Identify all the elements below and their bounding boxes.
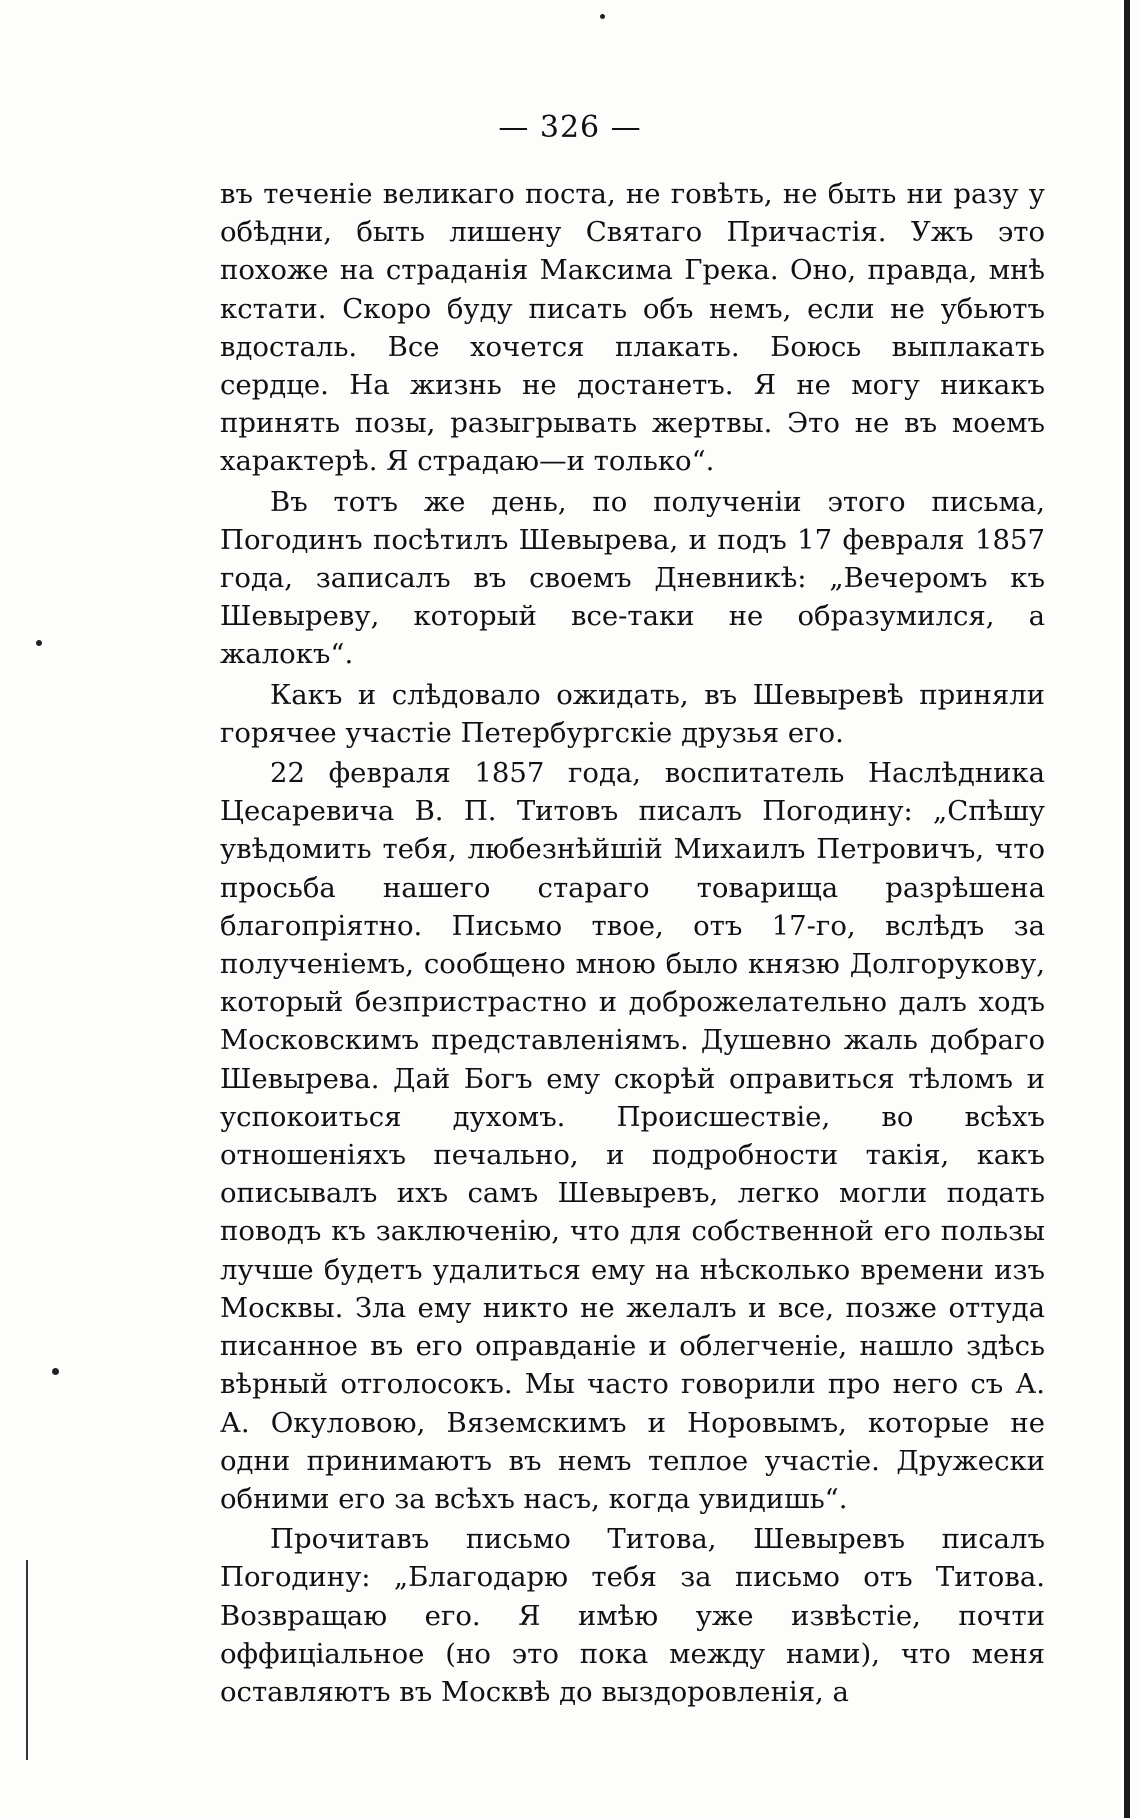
paragraph: Какъ и слѣдовало ожидать, въ Шевыревѣ приняли горячее участіе Петербургскіе друзья его. bbox=[220, 678, 1045, 749]
paragraph: Прочитавъ письмо Титова, Шевыревъ писалъ Погодину: „Благодарю тебя за письмо отъ Титова. Возвращаю его. Я имѣю уже извѣстіе, почти оффиціальное (но это пока между нами), что меня оставляютъ въ Москвѣ до выздоровленія, а bbox=[220, 1523, 1045, 1708]
paragraph: Въ тотъ же день, по полученіи этого письма, Погодинъ посѣтилъ Шевырева, и подъ 17 февраля 1857 года, записалъ въ своемъ Дневникѣ: „Вечеромъ къ Шевыреву, который все-таки не образумился, а жалокъ“. bbox=[220, 485, 1045, 671]
scan-speck bbox=[600, 14, 605, 19]
page-number: — 326 — bbox=[498, 110, 642, 145]
paragraph: въ теченіе великаго поста, не говѣть, не быть ни разу у обѣдни, быть лишену Святаго Причастія. Ужъ это похоже на страданія Максима Грека. Оно, правда, мнѣ кстати. Скоро буду писать объ немъ, если не убьютъ вдосталь. Все хочется плакать. Боюсь выплакать сердце. На жизнь не достанетъ. Я не могу никакъ принять позы, разыгрывать жертвы. Это не въ моемъ характерѣ. Я страдаю—и только“. bbox=[220, 178, 1045, 478]
scan-edge-left bbox=[26, 1560, 28, 1760]
body-text bbox=[220, 175, 1045, 1713]
paragraph: 22 февраля 1857 года, воспитатель Наслѣдника Цесаревича В. П. Титовъ писалъ Погодину: „Спѣшу увѣдомить тебя, любезнѣйшій Михаилъ Петровичъ, что просьба нашего стараго товарища разрѣшена благопріятно. Письмо твое, отъ 17-го, вслѣдъ за полученіемъ, сообщено мною было князю Долгорукову, который безпристрастно и доброжелательно далъ ходъ Московскимъ представленіямъ. Душевно жаль добраго Шевырева. Дай Богъ ему скорѣй оправиться тѣломъ и успокоиться духомъ. Происшествіе, во всѣхъ отношеніяхъ печально, и подробности такія, какъ описывалъ ихъ самъ Шевыревъ, легко могли подать поводъ къ заключенію, что для собственной его пользы лучше будетъ удалиться ему на нѣсколько времени изъ Москвы. Зла ему никто не желалъ и все, позже оттуда писанное въ его оправданіе и облегченіе, нашло здѣсь вѣрный отголосокъ. Мы часто говорили про него съ А. А. Окуловою, Вяземскимъ и Норовымъ, которые не одни принимаютъ въ немъ теплое участіе. Дружески обними его за всѣхъ насъ, когда увидишь“. bbox=[220, 757, 1045, 1515]
scan-edge-right bbox=[1124, 0, 1130, 1818]
scan-speck bbox=[36, 640, 42, 646]
scan-speck bbox=[52, 1368, 59, 1375]
